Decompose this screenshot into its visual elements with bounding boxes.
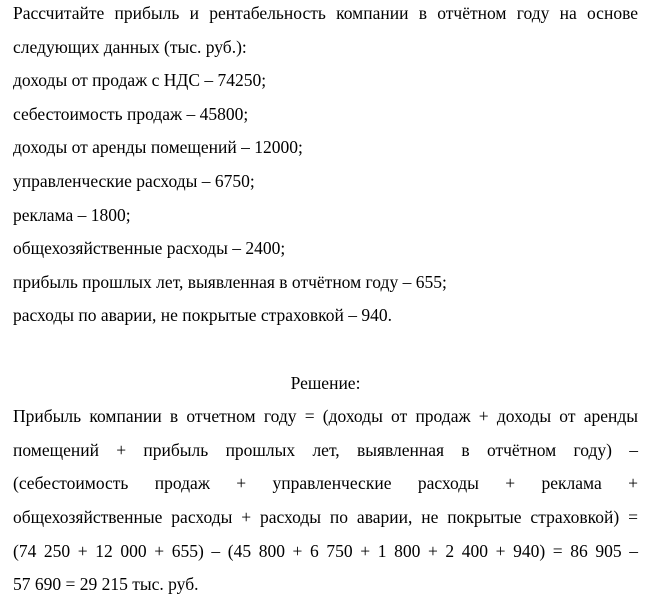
- solution-line: помещений + прибыль прошлых лет, выявленная в отчётном году) –: [13, 439, 638, 460]
- paragraph-spacer: [13, 333, 638, 367]
- task-intro-line-2: следующих данных (тыс. руб.):: [13, 36, 247, 57]
- solution-line: Прибыль компании в отчетном году = (доходы от продаж + доходы от аренды: [13, 406, 638, 427]
- task-item: общехозяйственные расходы – 2400;: [13, 238, 286, 259]
- task-item: прибыль прошлых лет, выявленная в отчётном году – 655;: [13, 271, 447, 292]
- task-item: доходы от аренды помещений – 12000;: [13, 137, 303, 158]
- task-item: управленческие расходы – 6750;: [13, 170, 255, 191]
- task-item: расходы по аварии, не покрытые страховкой – 940.: [13, 305, 392, 326]
- task-item: реклама – 1800;: [13, 204, 131, 225]
- solution-line: (74 250 + 12 000 + 655) – (45 800 + 6 750 + 1 800 + 2 400 + 940) = 86 905 –: [13, 540, 638, 561]
- solution-heading: Решение:: [290, 372, 361, 393]
- solution-line: 57 690 = 29 215 тыс. руб.: [13, 574, 199, 595]
- document-body: [13, 0, 638, 602]
- task-item: себестоимость продаж – 45800;: [13, 103, 249, 124]
- solution-line: общехозяйственные расходы + расходы по аварии, не покрытые страховкой) =: [13, 506, 638, 527]
- task-intro-line-1: Рассчитайте прибыль и рентабельность компании в отчётном году на основе: [13, 3, 638, 23]
- solution-line: (себестоимость продаж + управленческие расходы + реклама +: [13, 473, 638, 494]
- task-item: доходы от продаж с НДС – 74250;: [13, 70, 267, 91]
